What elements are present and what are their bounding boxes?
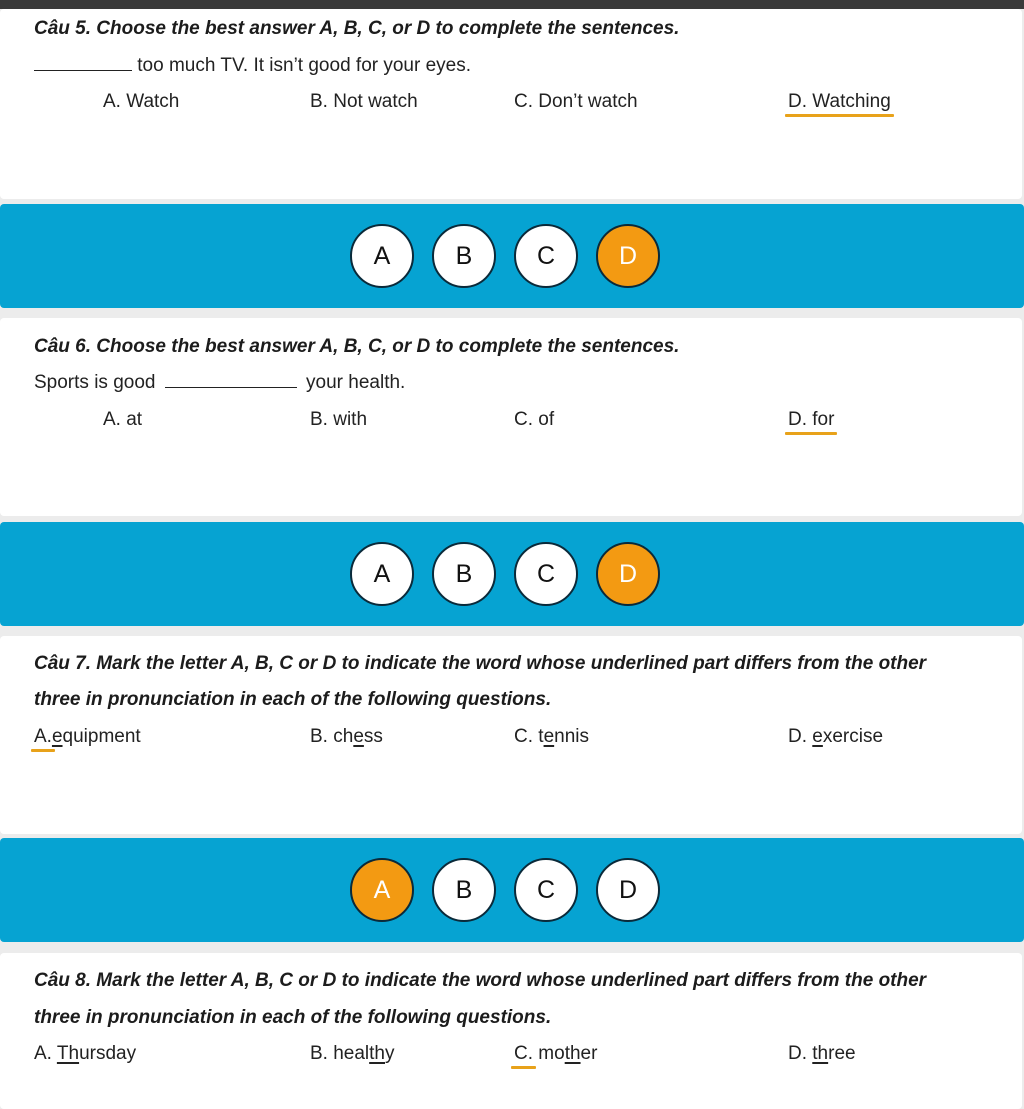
option-a: A. Watch: [103, 91, 180, 112]
option-c: C. Don’t watch: [514, 91, 638, 112]
sentence-text: your health.: [306, 372, 406, 393]
option-d: [788, 91, 891, 113]
underlined-part: Th: [56, 1043, 80, 1064]
option-text: quipment: [62, 726, 141, 747]
answer-bar-7: [0, 838, 1024, 942]
answer-bar-6: [0, 522, 1024, 626]
answer-d-button[interactable]: D: [596, 542, 660, 606]
question-title-continued: three in pronunciation in each of the following questions.: [34, 689, 552, 710]
option-a: A. at: [103, 409, 143, 430]
answer-blank: [165, 386, 297, 388]
option-b: B. Not watch: [310, 91, 418, 112]
option-text: y: [385, 1043, 395, 1064]
question-card-5: [0, 9, 1022, 199]
answer-b-button[interactable]: B: [432, 224, 496, 288]
answer-mark: D. Watching: [788, 91, 891, 112]
underlined-part: th: [369, 1043, 386, 1064]
answer-mark: D. for: [788, 409, 835, 430]
answer-d-button[interactable]: D: [596, 858, 660, 922]
option-a: [34, 1043, 136, 1065]
question-sentence: [34, 55, 471, 77]
answer-bar-5: [0, 204, 1024, 308]
question-sentence: [34, 372, 405, 394]
underlined-part: th: [812, 1043, 829, 1064]
option-text: C. t: [514, 726, 544, 747]
underlined-part: e: [543, 726, 555, 747]
question-title-continued: three in pronunciation in each of the following questions.: [34, 1007, 552, 1028]
answer-a-button[interactable]: A: [350, 542, 414, 606]
answer-mark: A.: [34, 726, 52, 747]
underlined-part: th: [564, 1043, 581, 1064]
option-c: [514, 1043, 597, 1065]
answer-c-button[interactable]: C: [514, 542, 578, 606]
question-title: Câu 5. Choose the best answer A, B, C, or D to complete the sentences.: [34, 18, 680, 39]
answer-a-button[interactable]: A: [350, 224, 414, 288]
underlined-part: e: [51, 726, 63, 747]
answer-b-button[interactable]: B: [432, 858, 496, 922]
answer-a-button[interactable]: A: [350, 858, 414, 922]
option-text: nnis: [554, 726, 589, 747]
answer-blank: [34, 69, 132, 71]
option-c: C. of: [514, 409, 555, 430]
question-card-8: [0, 953, 1022, 1109]
option-c: [514, 726, 589, 748]
option-d: [788, 726, 883, 748]
question-title: Câu 8. Mark the letter A, B, C or D to indicate the word whose underlined part differs from the other: [34, 970, 927, 991]
question-card-6: [0, 318, 1022, 516]
answer-b-button[interactable]: B: [432, 542, 496, 606]
option-text: ree: [828, 1043, 856, 1064]
option-a: [34, 726, 141, 748]
option-text: ursday: [79, 1043, 137, 1064]
underlined-part: e: [812, 726, 823, 747]
option-text: C.: [514, 1043, 533, 1064]
option-d: [788, 1043, 856, 1065]
option-text: B. ch: [310, 726, 354, 747]
option-b: [310, 726, 383, 748]
answer-c-button[interactable]: C: [514, 224, 578, 288]
option-b: B. with: [310, 409, 368, 430]
top-bar: [0, 0, 1024, 9]
option-text: er: [580, 1043, 598, 1064]
option-text: mo: [533, 1043, 565, 1064]
option-text: ss: [363, 726, 383, 747]
option-text: B. heal: [310, 1043, 370, 1064]
option-text: A.: [34, 1043, 57, 1064]
question-title: Câu 6. Choose the best answer A, B, C, or D to complete the sentences.: [34, 336, 680, 357]
option-text: xercise: [822, 726, 884, 747]
option-text: D.: [788, 726, 813, 747]
question-title: Câu 7. Mark the letter A, B, C or D to indicate the word whose underlined part differs from the other: [34, 653, 927, 674]
option-b: [310, 1043, 395, 1065]
question-card-7: [0, 636, 1022, 834]
option-text: D.: [788, 1043, 813, 1064]
answer-c-button[interactable]: C: [514, 858, 578, 922]
option-d: [788, 409, 834, 431]
sentence-text: Sports is good: [34, 372, 156, 393]
sentence-text: too much TV. It isn’t good for your eyes.: [137, 55, 472, 76]
answer-mark: [514, 1043, 533, 1065]
underlined-part: e: [353, 726, 364, 747]
answer-d-button[interactable]: D: [596, 224, 660, 288]
